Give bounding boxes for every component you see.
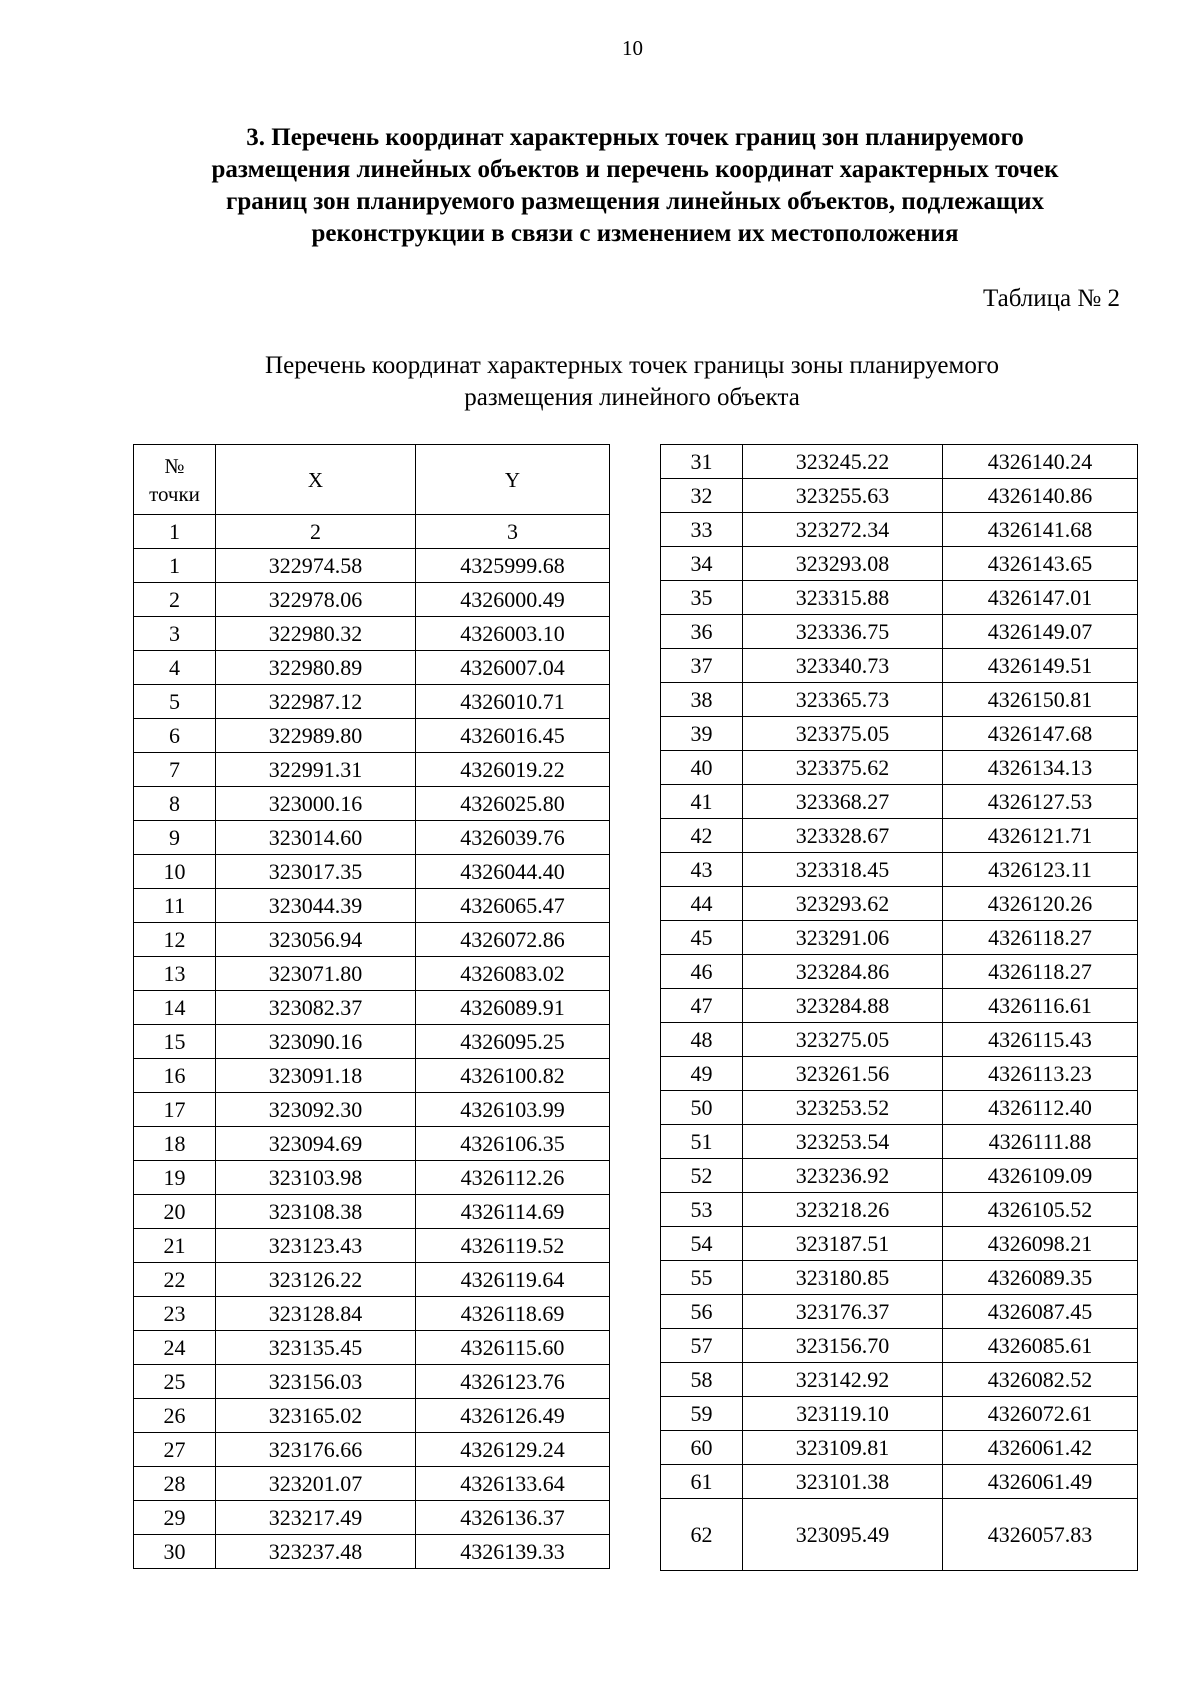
- y-coordinate-cell: 4326089.35: [943, 1261, 1138, 1295]
- y-coordinate-cell: 4326147.01: [943, 581, 1138, 615]
- point-number-cell: 31: [661, 445, 743, 479]
- point-number-cell: 57: [661, 1329, 743, 1363]
- point-number-cell: 41: [661, 785, 743, 819]
- x-coordinate-cell: 323245.22: [743, 445, 943, 479]
- table-row: [134, 787, 610, 821]
- y-coordinate-cell: 4326057.83: [943, 1499, 1138, 1571]
- x-coordinate-cell: 323135.45: [216, 1331, 416, 1365]
- table-row: [134, 1297, 610, 1331]
- table-row: [134, 1433, 610, 1467]
- table-row: [134, 923, 610, 957]
- y-coordinate-cell: 4326083.02: [416, 957, 610, 991]
- y-coordinate-cell: 4326149.07: [943, 615, 1138, 649]
- x-coordinate-cell: 323368.27: [743, 785, 943, 819]
- x-coordinate-cell: 323253.52: [743, 1091, 943, 1125]
- y-coordinate-cell: 4326111.88: [943, 1125, 1138, 1159]
- page-number: 10: [622, 36, 643, 60]
- x-coordinate-cell: 323017.35: [216, 855, 416, 889]
- point-number-cell: 5: [134, 685, 216, 719]
- y-coordinate-cell: 4326098.21: [943, 1227, 1138, 1261]
- point-number-cell: 19: [134, 1161, 216, 1195]
- y-coordinate-cell: 4326019.22: [416, 753, 610, 787]
- x-coordinate-cell: 323056.94: [216, 923, 416, 957]
- y-coordinate-cell: 4326025.80: [416, 787, 610, 821]
- point-number-cell: 1: [134, 549, 216, 583]
- x-coordinate-cell: 323201.07: [216, 1467, 416, 1501]
- y-coordinate-cell: 4326127.53: [943, 785, 1138, 819]
- point-number-cell: 36: [661, 615, 743, 649]
- y-coordinate-cell: 4326010.71: [416, 685, 610, 719]
- point-number-cell: 43: [661, 853, 743, 887]
- y-coordinate-cell: 4326087.45: [943, 1295, 1138, 1329]
- x-coordinate-cell: 322989.80: [216, 719, 416, 753]
- y-coordinate-cell: 4326143.65: [943, 547, 1138, 581]
- x-coordinate-cell: 323375.05: [743, 717, 943, 751]
- y-coordinate-cell: 4326085.61: [943, 1329, 1138, 1363]
- x-coordinate-cell: 323044.39: [216, 889, 416, 923]
- point-number-cell: 25: [134, 1365, 216, 1399]
- table-row: [134, 1127, 610, 1161]
- x-coordinate-cell: 323187.51: [743, 1227, 943, 1261]
- x-coordinate-cell: 322987.12: [216, 685, 416, 719]
- point-number-cell: 4: [134, 651, 216, 685]
- table-row: [134, 821, 610, 855]
- table-row: [134, 855, 610, 889]
- point-number-cell: 34: [661, 547, 743, 581]
- x-coordinate-cell: 323255.63: [743, 479, 943, 513]
- y-coordinate-cell: 4326140.86: [943, 479, 1138, 513]
- point-number-cell: 23: [134, 1297, 216, 1331]
- y-coordinate-cell: 4326016.45: [416, 719, 610, 753]
- header-point-number-symbol: №: [164, 453, 185, 478]
- y-coordinate-cell: 4326115.60: [416, 1331, 610, 1365]
- table-row: [134, 583, 610, 617]
- table-row: [661, 513, 1138, 547]
- point-number-cell: 21: [134, 1229, 216, 1263]
- point-number-cell: 18: [134, 1127, 216, 1161]
- table-row: [661, 717, 1138, 751]
- point-number-cell: 62: [661, 1499, 743, 1571]
- y-coordinate-cell: 4326149.51: [943, 649, 1138, 683]
- y-coordinate-cell: 4326103.99: [416, 1093, 610, 1127]
- x-coordinate-cell: 323090.16: [216, 1025, 416, 1059]
- x-coordinate-cell: 323375.62: [743, 751, 943, 785]
- section-heading-line: границ зон планируемого размещения линейных объектов, подлежащих: [226, 188, 1044, 215]
- x-coordinate-cell: 322980.89: [216, 651, 416, 685]
- y-coordinate-cell: 4326089.91: [416, 991, 610, 1025]
- column-number: 1: [134, 515, 216, 549]
- y-coordinate-cell: 4326141.68: [943, 513, 1138, 547]
- table-row: [661, 1159, 1138, 1193]
- header-x: X: [216, 445, 416, 515]
- table-row: [134, 1501, 610, 1535]
- point-number-cell: 24: [134, 1331, 216, 1365]
- point-number-cell: 45: [661, 921, 743, 955]
- header-y: Y: [416, 445, 610, 515]
- table-row: [661, 751, 1138, 785]
- y-coordinate-cell: 4326116.61: [943, 989, 1138, 1023]
- table-row: [134, 753, 610, 787]
- y-coordinate-cell: 4326123.76: [416, 1365, 610, 1399]
- x-coordinate-cell: 323000.16: [216, 787, 416, 821]
- point-number-cell: 42: [661, 819, 743, 853]
- y-coordinate-cell: 4326072.86: [416, 923, 610, 957]
- coordinates-table-right: [660, 444, 1138, 1571]
- y-coordinate-cell: 4326072.61: [943, 1397, 1138, 1431]
- y-coordinate-cell: 4326147.68: [943, 717, 1138, 751]
- x-coordinate-cell: 322974.58: [216, 549, 416, 583]
- table-row: [661, 785, 1138, 819]
- y-coordinate-cell: 4326120.26: [943, 887, 1138, 921]
- point-number-cell: 59: [661, 1397, 743, 1431]
- point-number-cell: 10: [134, 855, 216, 889]
- y-coordinate-cell: 4326139.33: [416, 1535, 610, 1569]
- point-number-cell: 2: [134, 583, 216, 617]
- y-coordinate-cell: 4326123.11: [943, 853, 1138, 887]
- x-coordinate-cell: 323237.48: [216, 1535, 416, 1569]
- x-coordinate-cell: 323142.92: [743, 1363, 943, 1397]
- point-number-cell: 17: [134, 1093, 216, 1127]
- y-coordinate-cell: 4326115.43: [943, 1023, 1138, 1057]
- table-caption-line: Перечень координат характерных точек границы зоны планируемого: [265, 352, 999, 379]
- section-heading-line: размещения линейных объектов и перечень координат характерных точек: [211, 156, 1059, 183]
- y-coordinate-cell: 4326061.42: [943, 1431, 1138, 1465]
- x-coordinate-cell: 323103.98: [216, 1161, 416, 1195]
- y-coordinate-cell: 4326003.10: [416, 617, 610, 651]
- table-row: [661, 547, 1138, 581]
- y-coordinate-cell: 4326007.04: [416, 651, 610, 685]
- point-number-cell: 52: [661, 1159, 743, 1193]
- x-coordinate-cell: 323014.60: [216, 821, 416, 855]
- table-row: [134, 1263, 610, 1297]
- table-row: [661, 615, 1138, 649]
- point-number-cell: 27: [134, 1433, 216, 1467]
- table-row: [661, 1261, 1138, 1295]
- point-number-cell: 55: [661, 1261, 743, 1295]
- y-coordinate-cell: 4326109.09: [943, 1159, 1138, 1193]
- x-coordinate-cell: 323101.38: [743, 1465, 943, 1499]
- y-coordinate-cell: 4326119.64: [416, 1263, 610, 1297]
- table-row: [134, 1229, 610, 1263]
- x-coordinate-cell: 323272.34: [743, 513, 943, 547]
- y-coordinate-cell: 4326134.13: [943, 751, 1138, 785]
- table-row: [661, 479, 1138, 513]
- table-row: [134, 1467, 610, 1501]
- point-number-cell: 13: [134, 957, 216, 991]
- table-row: [661, 887, 1138, 921]
- table-row: [134, 1399, 610, 1433]
- x-coordinate-cell: 323293.62: [743, 887, 943, 921]
- table-row: [134, 651, 610, 685]
- point-number-cell: 7: [134, 753, 216, 787]
- table-row: [134, 1059, 610, 1093]
- point-number-cell: 39: [661, 717, 743, 751]
- y-coordinate-cell: 4326106.35: [416, 1127, 610, 1161]
- table-row: [134, 889, 610, 923]
- table-row: [134, 1535, 610, 1569]
- table-label: Таблица № 2: [982, 285, 1120, 312]
- y-coordinate-cell: 4325999.68: [416, 549, 610, 583]
- table-row: [661, 1499, 1138, 1571]
- column-numbers-row: [134, 515, 610, 549]
- point-number-cell: 56: [661, 1295, 743, 1329]
- table-row: [661, 1227, 1138, 1261]
- x-coordinate-cell: 322978.06: [216, 583, 416, 617]
- point-number-cell: 12: [134, 923, 216, 957]
- y-coordinate-cell: 4326140.24: [943, 445, 1138, 479]
- y-coordinate-cell: 4326121.71: [943, 819, 1138, 853]
- table-row: [661, 1295, 1138, 1329]
- x-coordinate-cell: 323318.45: [743, 853, 943, 887]
- table-row: [134, 991, 610, 1025]
- y-coordinate-cell: 4326044.40: [416, 855, 610, 889]
- x-coordinate-cell: 323091.18: [216, 1059, 416, 1093]
- table-row: [661, 955, 1138, 989]
- table-row: [661, 1091, 1138, 1125]
- point-number-cell: 49: [661, 1057, 743, 1091]
- point-number-cell: 46: [661, 955, 743, 989]
- x-coordinate-cell: 323275.05: [743, 1023, 943, 1057]
- x-coordinate-cell: 323094.69: [216, 1127, 416, 1161]
- section-heading-line: реконструкции в связи с изменением их местоположения: [311, 220, 959, 247]
- point-number-cell: 3: [134, 617, 216, 651]
- y-coordinate-cell: 4326119.52: [416, 1229, 610, 1263]
- table-row: [134, 685, 610, 719]
- x-coordinate-cell: 323293.08: [743, 547, 943, 581]
- x-coordinate-cell: 323123.43: [216, 1229, 416, 1263]
- x-coordinate-cell: 323092.30: [216, 1093, 416, 1127]
- table-row: [661, 1397, 1138, 1431]
- table-row: [661, 445, 1138, 479]
- table-row: [134, 549, 610, 583]
- x-coordinate-cell: 323340.73: [743, 649, 943, 683]
- table-row: [661, 853, 1138, 887]
- table-row: [134, 1093, 610, 1127]
- x-coordinate-cell: 323108.38: [216, 1195, 416, 1229]
- y-coordinate-cell: 4326133.64: [416, 1467, 610, 1501]
- x-coordinate-cell: 323095.49: [743, 1499, 943, 1571]
- x-coordinate-cell: 323165.02: [216, 1399, 416, 1433]
- table-row: [134, 1195, 610, 1229]
- point-number-cell: 53: [661, 1193, 743, 1227]
- y-coordinate-cell: 4326061.49: [943, 1465, 1138, 1499]
- point-number-cell: 20: [134, 1195, 216, 1229]
- column-number: 3: [416, 515, 610, 549]
- coordinates-table-left-body: [134, 445, 610, 1569]
- y-coordinate-cell: 4326100.82: [416, 1059, 610, 1093]
- point-number-cell: 15: [134, 1025, 216, 1059]
- header-point-number: [134, 445, 216, 515]
- table-row: [661, 1431, 1138, 1465]
- table-row: [661, 1125, 1138, 1159]
- table-row: [661, 1193, 1138, 1227]
- y-coordinate-cell: 4326114.69: [416, 1195, 610, 1229]
- point-number-cell: 11: [134, 889, 216, 923]
- column-number: 2: [216, 515, 416, 549]
- point-number-cell: 38: [661, 683, 743, 717]
- table-header-row: [134, 445, 610, 515]
- point-number-cell: 54: [661, 1227, 743, 1261]
- x-coordinate-cell: 323261.56: [743, 1057, 943, 1091]
- section-heading-line: 3. Перечень координат характерных точек границ зон планируемого: [246, 124, 1024, 151]
- y-coordinate-cell: 4326118.27: [943, 921, 1138, 955]
- table-row: [661, 921, 1138, 955]
- y-coordinate-cell: 4326065.47: [416, 889, 610, 923]
- x-coordinate-cell: 322980.32: [216, 617, 416, 651]
- y-coordinate-cell: 4326129.24: [416, 1433, 610, 1467]
- y-coordinate-cell: 4326118.69: [416, 1297, 610, 1331]
- point-number-cell: 26: [134, 1399, 216, 1433]
- y-coordinate-cell: 4326112.40: [943, 1091, 1138, 1125]
- y-coordinate-cell: 4326112.26: [416, 1161, 610, 1195]
- point-number-cell: 29: [134, 1501, 216, 1535]
- y-coordinate-cell: 4326039.76: [416, 821, 610, 855]
- x-coordinate-cell: 323236.92: [743, 1159, 943, 1193]
- table-row: [661, 1465, 1138, 1499]
- table-row: [661, 1057, 1138, 1091]
- x-coordinate-cell: 323336.75: [743, 615, 943, 649]
- x-coordinate-cell: 323217.49: [216, 1501, 416, 1535]
- x-coordinate-cell: 323071.80: [216, 957, 416, 991]
- x-coordinate-cell: 323128.84: [216, 1297, 416, 1331]
- point-number-cell: 35: [661, 581, 743, 615]
- x-coordinate-cell: 323176.37: [743, 1295, 943, 1329]
- x-coordinate-cell: 323315.88: [743, 581, 943, 615]
- section-heading: [140, 122, 1130, 250]
- x-coordinate-cell: 323119.10: [743, 1397, 943, 1431]
- x-coordinate-cell: 323176.66: [216, 1433, 416, 1467]
- table-row: [134, 1365, 610, 1399]
- y-coordinate-cell: 4326082.52: [943, 1363, 1138, 1397]
- table-row: [661, 1363, 1138, 1397]
- y-coordinate-cell: 4326118.27: [943, 955, 1138, 989]
- point-number-cell: 58: [661, 1363, 743, 1397]
- point-number-cell: 40: [661, 751, 743, 785]
- table-row: [134, 719, 610, 753]
- x-coordinate-cell: 323291.06: [743, 921, 943, 955]
- point-number-cell: 30: [134, 1535, 216, 1569]
- point-number-cell: 48: [661, 1023, 743, 1057]
- point-number-cell: 9: [134, 821, 216, 855]
- x-coordinate-cell: 323328.67: [743, 819, 943, 853]
- point-number-cell: 6: [134, 719, 216, 753]
- x-coordinate-cell: 323218.26: [743, 1193, 943, 1227]
- table-row: [661, 989, 1138, 1023]
- x-coordinate-cell: 323109.81: [743, 1431, 943, 1465]
- x-coordinate-cell: 323156.03: [216, 1365, 416, 1399]
- table-row: [134, 1025, 610, 1059]
- header-point-number-word: точки: [149, 481, 200, 506]
- point-number-cell: 44: [661, 887, 743, 921]
- y-coordinate-cell: 4326105.52: [943, 1193, 1138, 1227]
- table-row: [134, 1161, 610, 1195]
- x-coordinate-cell: 323082.37: [216, 991, 416, 1025]
- point-number-cell: 61: [661, 1465, 743, 1499]
- point-number-cell: 47: [661, 989, 743, 1023]
- point-number-cell: 33: [661, 513, 743, 547]
- x-coordinate-cell: 323365.73: [743, 683, 943, 717]
- point-number-cell: 51: [661, 1125, 743, 1159]
- point-number-cell: 16: [134, 1059, 216, 1093]
- x-coordinate-cell: 323284.86: [743, 955, 943, 989]
- x-coordinate-cell: 322991.31: [216, 753, 416, 787]
- y-coordinate-cell: 4326150.81: [943, 683, 1138, 717]
- coordinates-table-right-body: [661, 445, 1138, 1571]
- point-number-cell: 8: [134, 787, 216, 821]
- point-number-cell: 50: [661, 1091, 743, 1125]
- x-coordinate-cell: 323253.54: [743, 1125, 943, 1159]
- table-caption-line: размещения линейного объекта: [464, 384, 800, 411]
- point-number-cell: 22: [134, 1263, 216, 1297]
- point-number-cell: 14: [134, 991, 216, 1025]
- x-coordinate-cell: 323156.70: [743, 1329, 943, 1363]
- point-number-cell: 60: [661, 1431, 743, 1465]
- table-row: [134, 617, 610, 651]
- table-row: [661, 819, 1138, 853]
- y-coordinate-cell: 4326136.37: [416, 1501, 610, 1535]
- point-number-cell: 28: [134, 1467, 216, 1501]
- table-row: [661, 581, 1138, 615]
- y-coordinate-cell: 4326126.49: [416, 1399, 610, 1433]
- table-row: [661, 649, 1138, 683]
- table-row: [661, 1023, 1138, 1057]
- table-row: [661, 683, 1138, 717]
- table-row: [134, 957, 610, 991]
- table-caption: [130, 350, 1134, 414]
- x-coordinate-cell: 323180.85: [743, 1261, 943, 1295]
- x-coordinate-cell: 323284.88: [743, 989, 943, 1023]
- point-number-cell: 32: [661, 479, 743, 513]
- x-coordinate-cell: 323126.22: [216, 1263, 416, 1297]
- point-number-cell: 37: [661, 649, 743, 683]
- coordinates-table-left: [133, 444, 610, 1569]
- y-coordinate-cell: 4326000.49: [416, 583, 610, 617]
- table-row: [134, 1331, 610, 1365]
- y-coordinate-cell: 4326113.23: [943, 1057, 1138, 1091]
- table-row: [661, 1329, 1138, 1363]
- y-coordinate-cell: 4326095.25: [416, 1025, 610, 1059]
